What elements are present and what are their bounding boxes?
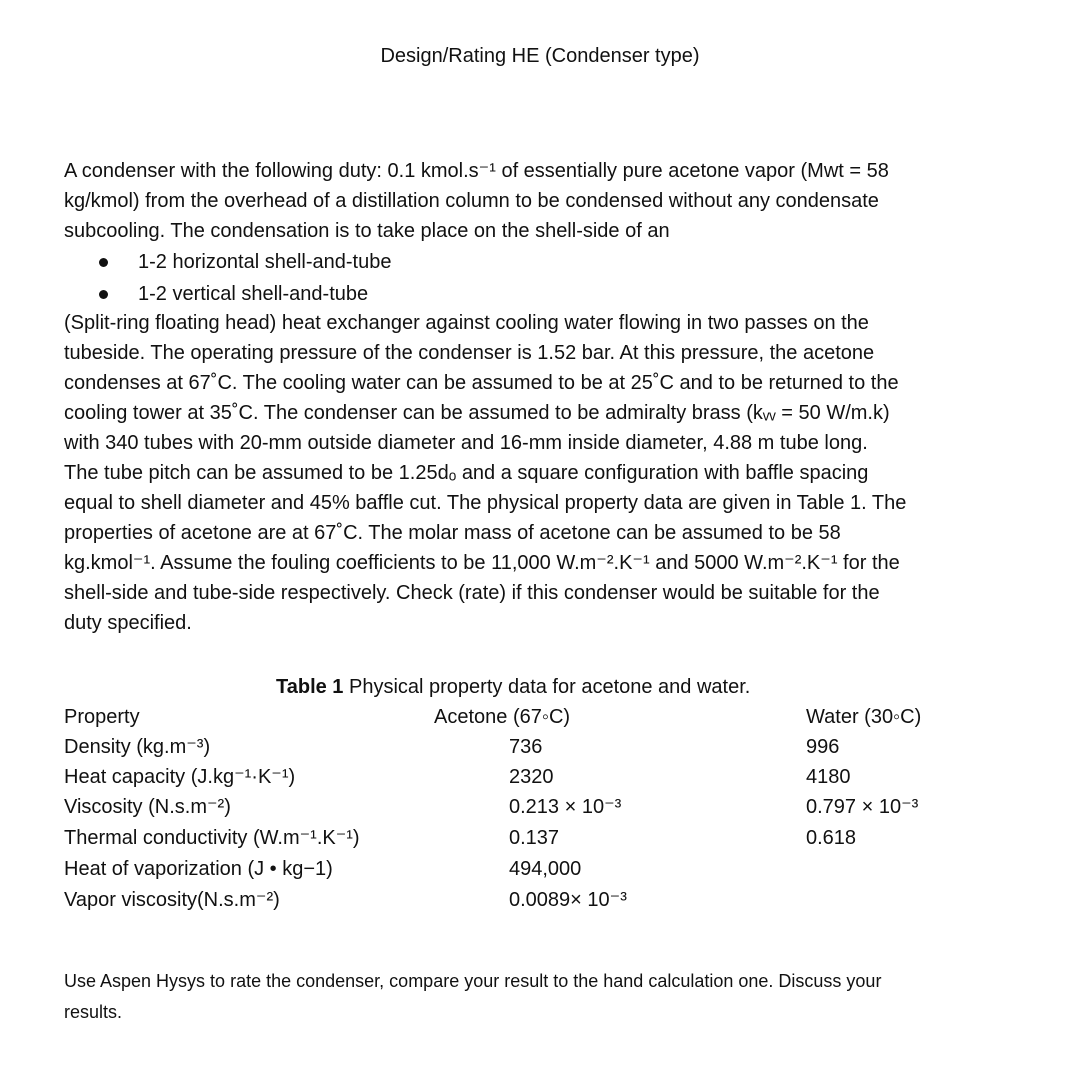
cell-property: Heat capacity (J.kg⁻¹·K⁻¹) <box>64 766 296 788</box>
body-line: condenses at 67˚C. The cooling water can be assumed to be at 25˚C and to be returned to the <box>64 372 899 394</box>
body-line: duty specified. <box>64 612 192 634</box>
body-line: equal to shell diameter and 45% baffle cut. The physical property data are given in Table 1. The <box>64 492 907 514</box>
intro-line: kg/kmol) from the overhead of a distillation column to be condensed without any condensate <box>64 190 879 212</box>
list-item-text: 1-2 vertical shell-and-tube <box>138 283 369 305</box>
body-line: with 340 tubes with 20-mm outside diameter and 16-mm inside diameter, 4.88 m tube long. <box>64 432 868 454</box>
table-caption <box>276 673 750 701</box>
header-water: Water (30◦C) <box>806 706 922 728</box>
header-acetone: Acetone (67◦C) <box>434 706 571 728</box>
cell-property: Viscosity (N.s.m⁻²) <box>64 796 231 818</box>
cell-property: Density (kg.m⁻³) <box>64 736 211 758</box>
list-item <box>96 246 392 278</box>
body-line: tubeside. The operating pressure of the condenser is 1.52 bar. At this pressure, the acetone <box>64 342 875 364</box>
cell-water: 0.797 × 10⁻³ <box>806 796 919 818</box>
cell-acetone: 0.137 <box>509 827 560 849</box>
instructions-line: Use Aspen Hysys to rate the condenser, compare your result to the hand calculation one. Discuss your <box>64 971 882 991</box>
bullet-icon <box>99 258 108 267</box>
instructions-paragraph <box>64 966 1024 1028</box>
intro-line: subcooling. The condensation is to take place on the shell-side of an <box>64 220 670 242</box>
cell-property: Heat of vaporization (J • kg−1) <box>64 858 333 880</box>
cell-water: 4180 <box>806 766 851 788</box>
instructions-line: results. <box>64 1002 123 1022</box>
body-line: kg.kmol⁻¹. Assume the fouling coefficients to be 11,000 W.m⁻².K⁻¹ and 5000 W.m⁻².K⁻¹ for the <box>64 552 900 574</box>
body-paragraph <box>64 308 1034 638</box>
cell-acetone: 494,000 <box>509 858 582 880</box>
table-caption-label: Table 1 <box>276 676 344 698</box>
body-line: The tube pitch can be assumed to be 1.25dₒ and a square configuration with baffle spacing <box>64 462 869 484</box>
header-property: Property <box>64 706 140 728</box>
body-line: (Split-ring floating head) heat exchanger against cooling water flowing in two passes on the <box>64 312 869 334</box>
cell-water: 996 <box>806 736 840 758</box>
list-item-text: 1-2 horizontal shell-and-tube <box>138 251 392 273</box>
body-line: cooling tower at 35˚C. The condenser can be assumed to be admiralty brass (kᵥᵥ = 50 W/m.k) <box>64 402 890 424</box>
body-line: shell-side and tube-side respectively. Check (rate) if this condenser would be suitable for the <box>64 582 880 604</box>
cell-property: Vapor viscosity(N.s.m⁻²) <box>64 889 280 911</box>
cell-acetone: 2320 <box>509 766 554 788</box>
bullet-icon <box>99 290 108 299</box>
body-line: properties of acetone are at 67˚C. The molar mass of acetone can be assumed to be 58 <box>64 522 841 544</box>
cell-water: 0.618 <box>806 827 857 849</box>
table-caption-text: Physical property data for acetone and water. <box>343 676 751 698</box>
cell-acetone: 0.213 × 10⁻³ <box>509 796 622 818</box>
cell-acetone: 736 <box>509 736 543 758</box>
exchanger-type-list <box>96 246 392 310</box>
cell-property: Thermal conductivity (W.m⁻¹.K⁻¹) <box>64 827 360 849</box>
intro-paragraph <box>64 156 1034 246</box>
document-title: Design/Rating HE (Condenser type) <box>380 45 700 67</box>
intro-line: A condenser with the following duty: 0.1 kmol.s⁻¹ of essentially pure acetone vapor (Mwt = 58 <box>64 160 889 182</box>
list-item <box>96 278 392 310</box>
cell-acetone: 0.0089× 10⁻³ <box>509 889 627 911</box>
